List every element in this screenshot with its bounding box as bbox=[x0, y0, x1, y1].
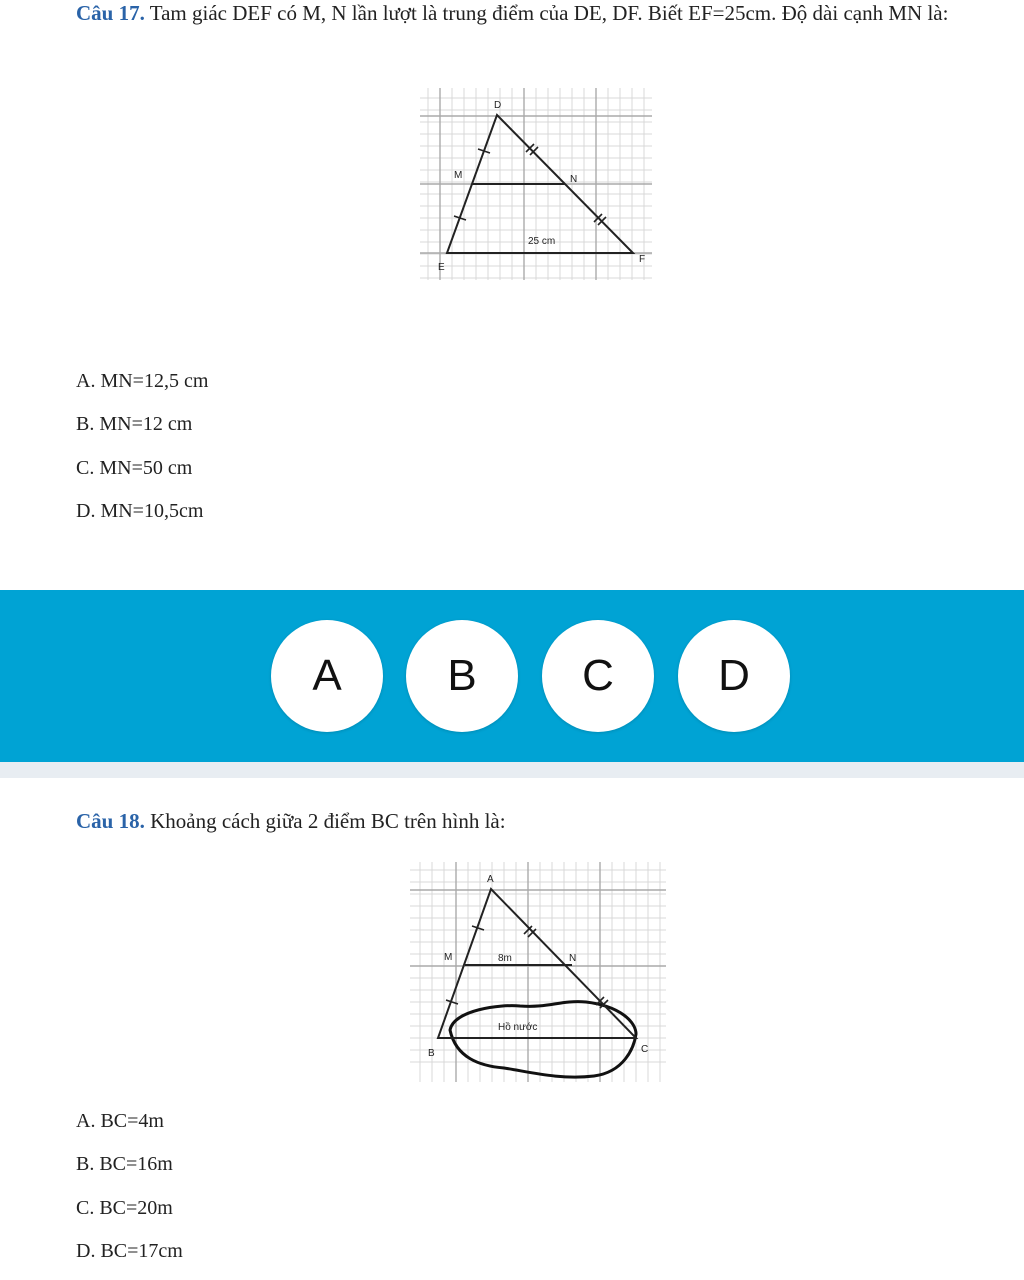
question-18-text: Khoảng cách giữa 2 điểm BC trên hình là: bbox=[144, 809, 506, 833]
option-a[interactable]: A. BC=4m bbox=[76, 1110, 164, 1132]
question-17-number: Câu 17. bbox=[76, 1, 145, 25]
label-a: A bbox=[487, 874, 494, 885]
option-b[interactable]: B. BC=16m bbox=[76, 1153, 173, 1176]
option-c[interactable]: C. MN=50 cm bbox=[76, 456, 193, 479]
question-17-options bbox=[76, 366, 208, 539]
lake-outline bbox=[450, 1002, 636, 1077]
label-d: D bbox=[494, 100, 502, 111]
label-f: F bbox=[639, 254, 646, 265]
question-17-title bbox=[76, 0, 996, 28]
banner-divider bbox=[0, 762, 1024, 778]
option-a[interactable]: A. MN=12,5 cm bbox=[76, 370, 209, 392]
label-m: M bbox=[454, 170, 463, 181]
label-n: N bbox=[569, 953, 577, 964]
label-c: C bbox=[641, 1044, 649, 1055]
question-17-text: Tam giác DEF có M, N lần lượt là trung điểm của DE, DF. Biết EF=25cm. Độ dài cạnh MN là: bbox=[144, 1, 949, 25]
question-18-options bbox=[76, 1106, 183, 1279]
label-lake: Hồ nước bbox=[498, 1022, 538, 1033]
answer-button-d[interactable]: D bbox=[678, 620, 790, 732]
label-n: N bbox=[570, 174, 578, 185]
answer-banner bbox=[0, 590, 1024, 762]
question-18-title bbox=[76, 806, 506, 836]
option-b[interactable]: B. MN=12 cm bbox=[76, 413, 193, 436]
label-mn-length: 8m bbox=[498, 953, 512, 964]
answer-button-a[interactable]: A bbox=[271, 620, 383, 732]
answer-button-c[interactable]: C bbox=[542, 620, 654, 732]
label-ef-length: 25 cm bbox=[528, 236, 556, 247]
label-m: M bbox=[444, 952, 453, 963]
option-d[interactable]: D. BC=17cm bbox=[76, 1239, 183, 1262]
label-b: B bbox=[428, 1048, 435, 1059]
question-17-figure bbox=[420, 88, 652, 280]
question-18-figure bbox=[410, 862, 666, 1082]
option-d[interactable]: D. MN=10,5cm bbox=[76, 499, 204, 522]
question-18-number: Câu 18. bbox=[76, 809, 145, 833]
option-c[interactable]: C. BC=20m bbox=[76, 1196, 173, 1219]
answer-button-b[interactable]: B bbox=[406, 620, 518, 732]
label-e: E bbox=[438, 262, 445, 273]
